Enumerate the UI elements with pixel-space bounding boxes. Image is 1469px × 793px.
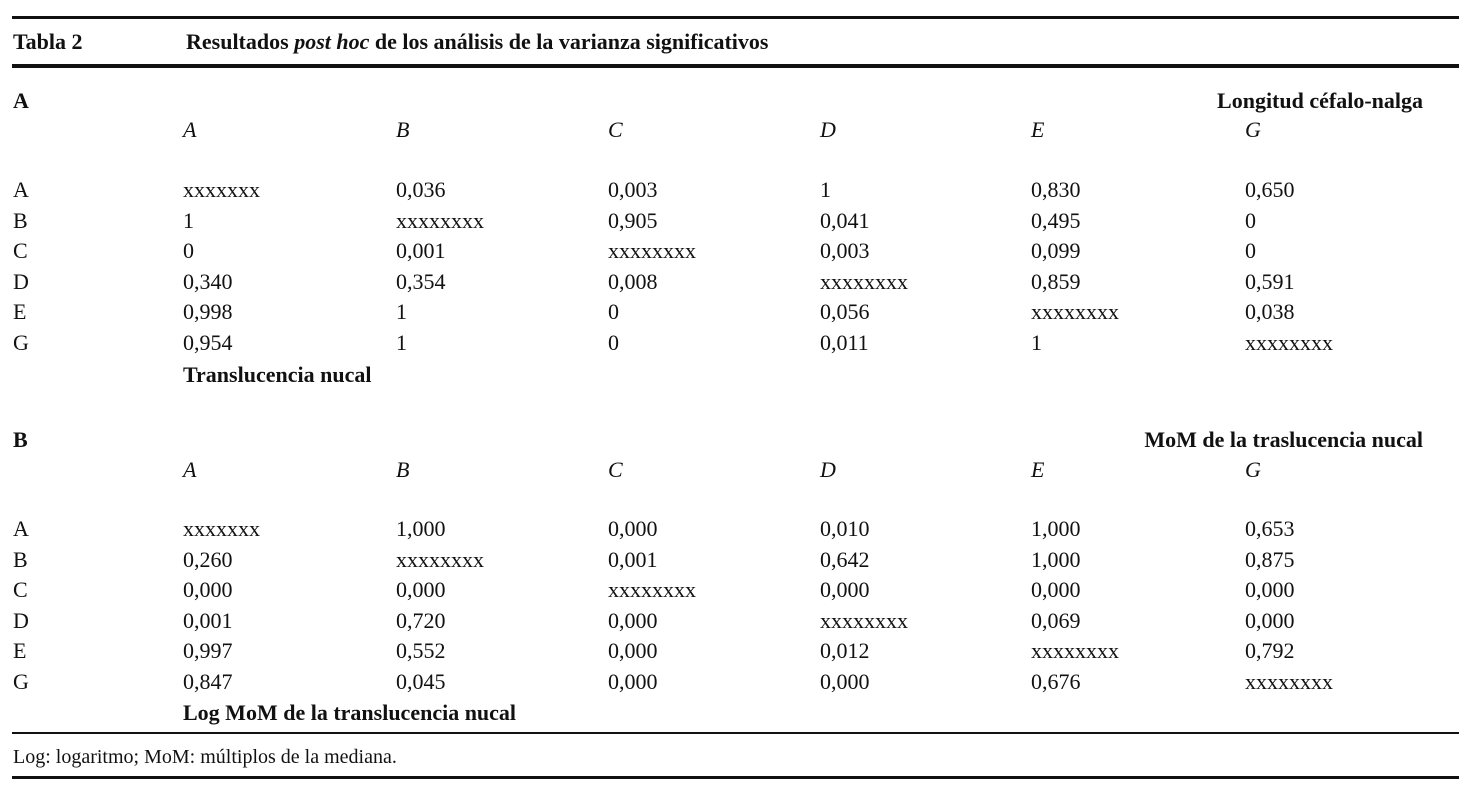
table-cell: 0,997 [183,638,233,663]
table-cell: 1,000 [396,516,446,541]
section-a-title: Longitud céfalo-nalga [1217,88,1423,113]
table-cell: xxxxxxxx [820,269,908,294]
column-header: G [1245,457,1261,482]
table-cell: 0,045 [396,669,446,694]
table-cell: 0,552 [396,638,446,663]
row-label: G [13,669,29,694]
column-header: G [1245,117,1261,142]
table-cell: 0,954 [183,330,233,355]
table-title-start: Resultados [186,29,295,54]
table-cell: 0,000 [608,608,658,633]
table-cell: 0,000 [396,577,446,602]
table-cell: 0,000 [608,669,658,694]
table-cell: 0,650 [1245,177,1295,202]
column-header: E [1031,457,1045,482]
table-cell: 1 [1031,330,1042,355]
table-title-end: de los análisis de la varianza significativos [369,29,769,54]
row-label: E [13,299,27,324]
table-cell: xxxxxxxx [608,238,696,263]
table-cell: 0,008 [608,269,658,294]
table-cell: xxxxxxx [183,177,260,202]
row-label: B [13,208,28,233]
table-cell: xxxxxxxx [1245,330,1333,355]
table-cell: 0,260 [183,547,233,572]
column-header: C [608,457,623,482]
table-cell: 0,038 [1245,299,1295,324]
column-header: B [396,457,410,482]
table-cell: 0,000 [608,516,658,541]
table-cell: xxxxxxx [183,516,260,541]
table-cell: 0,001 [183,608,233,633]
table-cell: 0,001 [396,238,446,263]
table-cell: 0,000 [820,577,870,602]
table-cell: 0,000 [820,669,870,694]
footnote: Log: logaritmo; MoM: múltiplos de la mediana. [13,746,397,768]
row-label: D [13,608,29,633]
table-cell: xxxxxxxx [1031,638,1119,663]
bottom-rule [12,776,1459,779]
section-a-bottom-title: Translucencia nucal [183,362,372,387]
table-cell: 0,010 [820,516,870,541]
table-cell: 0,340 [183,269,233,294]
row-label: G [13,330,29,355]
section-b-label: B [13,427,28,452]
table-cell: 0,000 [1245,577,1295,602]
table-title-italic: post hoc [294,29,370,54]
column-header: D [820,117,836,142]
table-cell: 0,653 [1245,516,1295,541]
row-label: D [13,269,29,294]
top-rule [12,16,1459,19]
section-a-label: A [13,88,29,113]
table-cell: 1 [396,330,407,355]
table-cell: 0,792 [1245,638,1295,663]
table-cell: xxxxxxxx [1245,669,1333,694]
table-cell: 1 [820,177,831,202]
table-cell: 0,012 [820,638,870,663]
table-cell: 0,847 [183,669,233,694]
table-cell: xxxxxxxx [396,208,484,233]
table-cell: 0,642 [820,547,870,572]
table-cell: 0 [608,330,619,355]
column-header: A [183,117,197,142]
table-cell: 0,000 [1245,608,1295,633]
footnote-rule [12,732,1459,734]
table-cell: 0,354 [396,269,446,294]
table-cell: 0 [1245,208,1256,233]
table-cell: xxxxxxxx [820,608,908,633]
table-cell: 0,676 [1031,669,1081,694]
table-cell: 0,000 [183,577,233,602]
row-label: B [13,547,28,572]
table-cell: 0,011 [820,330,869,355]
table-cell: 0,003 [820,238,870,263]
table-cell: 0,041 [820,208,870,233]
table-title [186,29,768,55]
column-header: A [183,457,197,482]
table-cell: 0,591 [1245,269,1295,294]
table-cell: xxxxxxxx [608,577,696,602]
column-header: E [1031,117,1045,142]
table-cell: xxxxxxxx [396,547,484,572]
table-cell: 1,000 [1031,547,1081,572]
table-cell: 0,000 [1031,577,1081,602]
table-cell: 0 [608,299,619,324]
table-cell: xxxxxxxx [1031,299,1119,324]
table-cell: 0 [183,238,194,263]
table-cell: 0,000 [608,638,658,663]
table-cell: 0,069 [1031,608,1081,633]
table-cell: 0,720 [396,608,446,633]
table-cell: 0,099 [1031,238,1081,263]
table-cell: 0,830 [1031,177,1081,202]
table-label: Tabla 2 [13,29,83,54]
table-cell: 0,495 [1031,208,1081,233]
table-cell: 0,998 [183,299,233,324]
table-cell: 0 [1245,238,1256,263]
column-header: B [396,117,410,142]
section-b-title: MoM de la traslucencia nucal [1144,427,1423,452]
table-cell: 1 [396,299,407,324]
table-cell: 0,875 [1245,547,1295,572]
section-b-bottom-title: Log MoM de la translucencia nucal [183,700,517,725]
table-cell: 0,056 [820,299,870,324]
table-cell: 0,036 [396,177,446,202]
table-cell: 1 [183,208,194,233]
table-cell: 0,859 [1031,269,1081,294]
column-header: C [608,117,623,142]
row-label: A [13,516,29,541]
row-label: E [13,638,27,663]
row-label: A [13,177,29,202]
table-cell: 1,000 [1031,516,1081,541]
header-rule [12,64,1459,68]
table-cell: 0,905 [608,208,658,233]
column-header: D [820,457,836,482]
row-label: C [13,577,28,602]
row-label: C [13,238,28,263]
table-cell: 0,001 [608,547,658,572]
table-cell: 0,003 [608,177,658,202]
